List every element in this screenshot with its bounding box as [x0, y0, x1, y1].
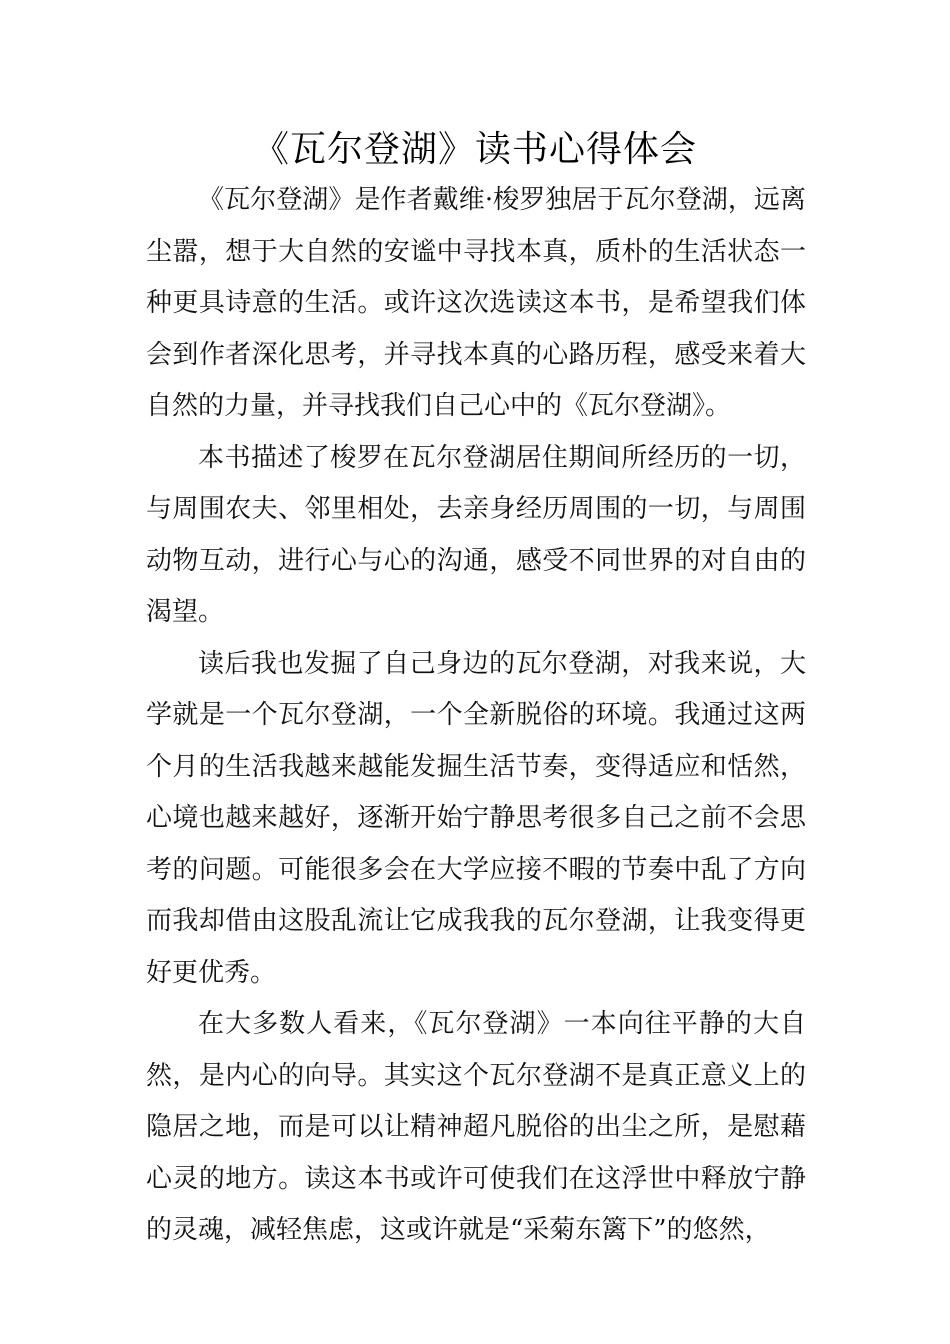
document-body — [146, 175, 806, 1257]
paragraph: 《瓦尔登湖》是作者戴维·梭罗独居于瓦尔登湖，远离尘嚣，想于大自然的安谧中寻找本真，质朴的生活状态一种更具诗意的生活。或许这次选读这本书，是希望我们体会到作者深化思考，并寻找本真的心路历程，感受来着大自然的力量，并寻找我们自己心中的《瓦尔登湖》。 — [146, 185, 806, 421]
document-title: 《瓦尔登湖》读书心得体会 — [252, 129, 697, 170]
paragraph: 在大多数人看来，《瓦尔登湖》一本向往平静的大自然，是内心的向导。其实这个瓦尔登湖不是真正意义上的隐居之地，而是可以让精神超凡脱俗的出尘之所，是慰藉心灵的地方。读这本书或许可使我们在这浮世中释放宁静的灵魂，减轻焦虑，这或许就是“采菊东篱下”的悠然， — [146, 1009, 806, 1245]
paragraph: 读后我也发掘了自己身边的瓦尔登湖，对我来说，大学就是一个瓦尔登湖，一个全新脱俗的环境。我通过这两个月的生活我越来越能发掘生活节奏，变得适应和恬然，心境也越来越好，逐渐开始宁静思考很多自己之前不会思考的问题。可能很多会在大学应接不暇的节奏中乱了方向而我却借由这股乱流让它成我我的瓦尔登湖，让我变得更好更优秀。 — [146, 648, 806, 988]
paragraph: 本书描述了梭罗在瓦尔登湖居住期间所经历的一切，与周围农夫、邻里相处，去亲身经历周围的一切，与周围动物互动，进行心与心的沟通，感受不同世界的对自由的渴望。 — [146, 442, 806, 627]
